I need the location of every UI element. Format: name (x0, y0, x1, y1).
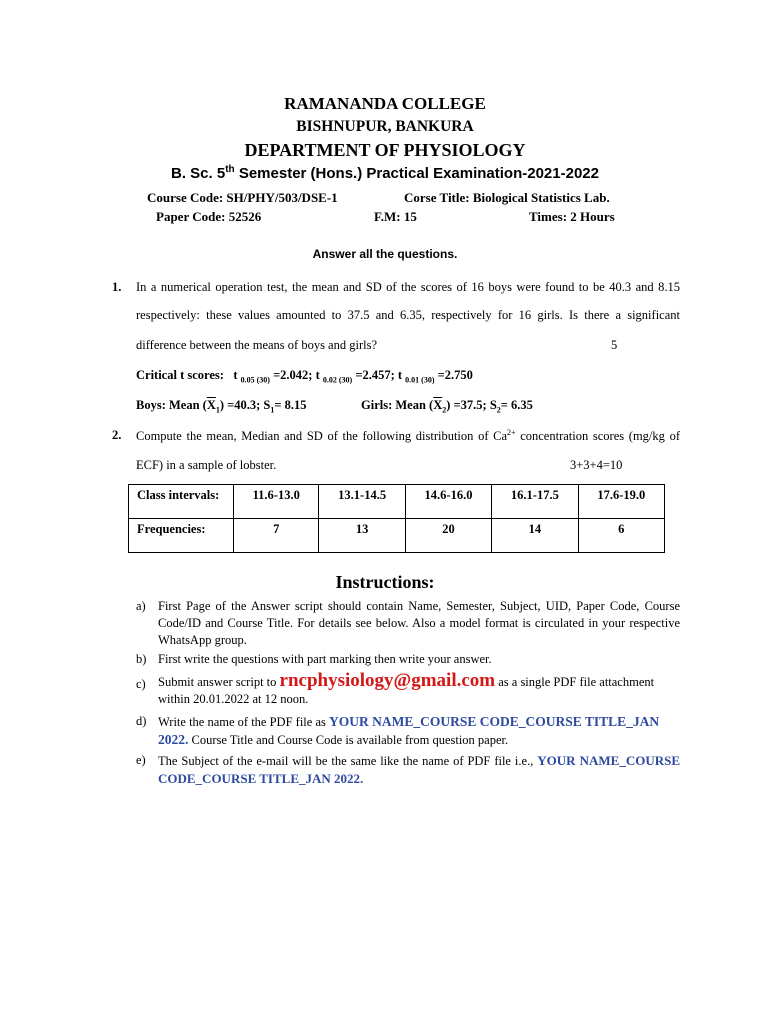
frequencies-label: Frequencies: (129, 519, 234, 553)
q1-marks: 5 (611, 338, 618, 352)
class-intervals-label: Class intervals: (129, 485, 234, 519)
course-code: Course Code: SH/PHY/503/DSE-1 (147, 190, 338, 205)
frequency-cell: 13 (319, 519, 405, 553)
instruction-d: d) Write the name of the PDF file as YOUR NAME_COURSE CODE_COURSE TITLE_JAN 2022. Course Title and Course Code is available from question paper. (136, 714, 660, 747)
instructions-title: Instructions: (335, 572, 435, 592)
full-marks: F.M: 15 (374, 209, 417, 224)
critical-t-scores: Critical t scores: t $_{0.05 (30)}$ =2.042; t $_{0.02 (30)}$ =2.457; t $_{0.01 (30)}$ =2.750 (136, 368, 473, 385)
paper-code: Paper Code: 52526 (156, 209, 262, 224)
q2-line2: ECF) in a sample of lobster. (136, 458, 277, 472)
class-cell: 14.6-16.0 (405, 485, 491, 519)
course-title: Corse Title: Biological Statistics Lab. (404, 190, 610, 205)
frequency-cell: 7 (234, 519, 319, 553)
class-cell: 16.1-17.5 (492, 485, 578, 519)
class-cell: 17.6-19.0 (578, 485, 664, 519)
instruction-b: b) First write the questions with part marking then write your answer. (136, 652, 492, 666)
q1-number: 1. (112, 280, 122, 294)
frequency-cell: 14 (492, 519, 578, 553)
college-name: RAMANANDA COLLEGE (284, 94, 486, 113)
college-location: BISHNUPUR, BANKURA (296, 118, 474, 135)
frequency-cell: 6 (578, 519, 664, 553)
q1-line1: In a numerical operation test, the mean and SD of the scores of 16 boys were found to be 40.3 and 8.15 (136, 280, 680, 294)
department-name: DEPARTMENT OF PHYSIOLOGY (244, 140, 526, 160)
table-row (129, 485, 665, 519)
table-row (129, 519, 665, 553)
exam-time: Times: 2 Hours (529, 209, 615, 224)
boys-statistics: Boys: Mean $(\overline{X}_1) =40.3$; $S_1= 8.15$ (136, 398, 307, 415)
instruction-e: e) The Subject of the e-mail will be the same like the name of PDF file i.e., YOUR NAME_COURSE CODE_COURSE TITLE_JAN 2022. (136, 753, 681, 786)
answer-all-instruction: Answer all the questions. (312, 247, 458, 261)
q1-line3: difference between the means of boys and girls? (136, 338, 377, 352)
class-cell: 13.1-14.5 (319, 485, 405, 519)
class-cell: 11.6-13.0 (234, 485, 319, 519)
q2-number: 2. (112, 428, 122, 442)
instruction-a: a) First Page of the Answer script should contain Name, Semester, Subject, UID, Paper Code, Course Code/ID and Course Title. For details see below. Also a model format is circulated in your respective WhatsApp group. (136, 599, 680, 647)
q1-line2: respectively: these values amounted to 37.5 and 6.35, respectively for 16 girls. Is there a significant (136, 308, 680, 322)
q2-marks: 3+3+4=10 (570, 458, 623, 472)
girls-statistics: Girls: Mean $(\overline{X}_2) =37.5$; $S_2= 6.35$ (361, 398, 533, 415)
submission-email: rncphysiology@gmail.com (279, 670, 496, 691)
exam-title: B. Sc. 5th Semester (Hons.) Practical Examination-2021-2022 (171, 164, 599, 182)
frequency-table (128, 484, 665, 553)
instruction-c: c) Submit answer script to rncphysiology@gmail.com as a single PDF file attachment within 20.01.2022 at 12 noon. (136, 670, 655, 706)
q2-line1: Compute the mean, Median and SD of the following distribution of $Ca^{2+}$ concentration scores (mg/kg of (136, 428, 680, 444)
frequency-cell: 20 (405, 519, 491, 553)
